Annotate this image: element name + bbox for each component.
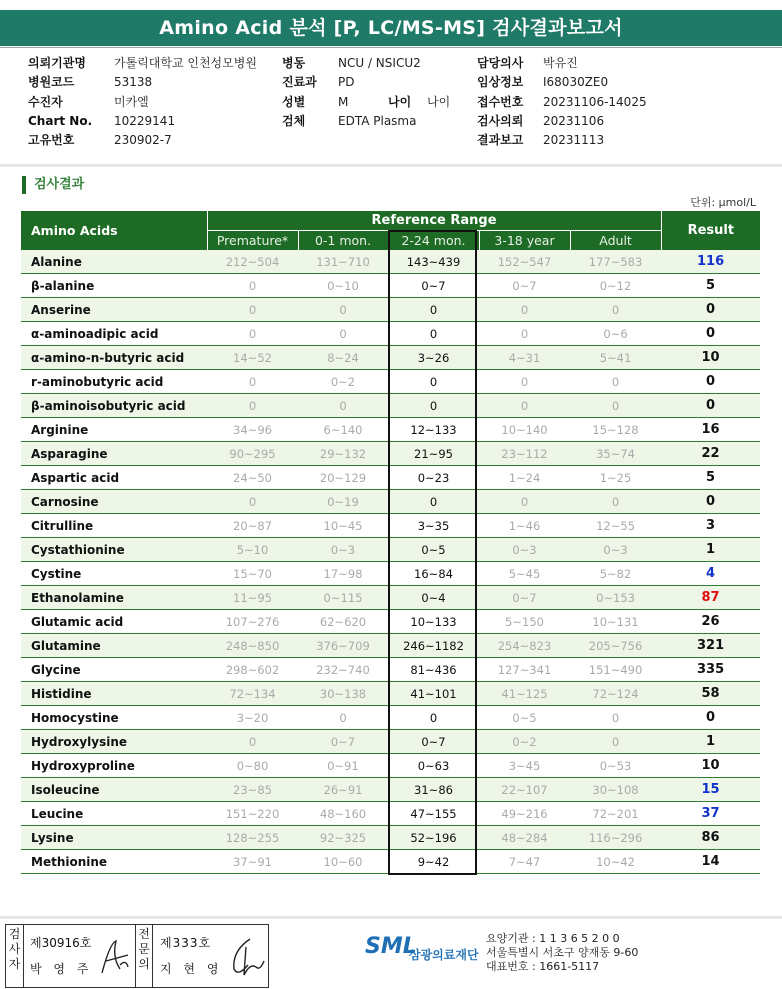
tester-name: 박 영 주 — [30, 962, 93, 976]
info-key: 진료과 — [282, 75, 317, 90]
info-column-1 — [28, 54, 278, 150]
specialist-label: 전문의 — [135, 925, 153, 987]
info-value: 20231106 — [543, 113, 605, 128]
info-value: 미카엘 — [114, 94, 149, 109]
reference-range-cell: 12~55 — [570, 514, 661, 538]
reference-range-cell: 5~150 — [479, 610, 570, 634]
reference-range-cell: 0 — [570, 370, 661, 394]
reference-range-cell: 35~74 — [570, 442, 661, 466]
info-value: I68030ZE0 — [543, 75, 609, 90]
reference-range-cell: 5~41 — [570, 346, 661, 370]
info-value: 나이 — [427, 94, 451, 109]
header-amino-acids: Amino Acids — [21, 211, 207, 250]
result-value: 0 — [661, 370, 760, 394]
result-value: 321 — [661, 634, 760, 658]
reference-range-cell: 0 — [207, 322, 298, 346]
reference-range-cell: 0~19 — [298, 490, 388, 514]
table-row — [21, 706, 760, 730]
result-value: 14 — [661, 850, 760, 874]
info-row — [477, 54, 717, 73]
info-key: 검사의뢰 — [477, 113, 524, 128]
reference-range-cell: 205~756 — [570, 634, 661, 658]
reference-range-cell: 0 — [207, 490, 298, 514]
reference-range-cell: 0 — [388, 370, 479, 394]
info-row — [282, 93, 472, 112]
table-row — [21, 586, 760, 610]
info-value: 박유진 — [543, 56, 578, 70]
reference-range-cell: 3~20 — [207, 706, 298, 730]
info-key: 의뢰기관명 — [28, 56, 86, 70]
amino-acid-name: α-aminoadipic acid — [21, 322, 207, 346]
reference-range-cell: 0 — [207, 370, 298, 394]
reference-range-cell: 0~80 — [207, 754, 298, 778]
reference-range-cell: 0 — [570, 394, 661, 418]
reference-range-cell: 10~133 — [388, 610, 479, 634]
table-row — [21, 442, 760, 466]
reference-range-cell: 0 — [207, 394, 298, 418]
table-row — [21, 394, 760, 418]
reference-range-cell: 5~45 — [479, 562, 570, 586]
reference-range-cell: 107~276 — [207, 610, 298, 634]
reference-range-cell: 0 — [388, 490, 479, 514]
footer — [0, 916, 782, 989]
reference-range-cell: 0 — [479, 322, 570, 346]
organization-name: 삼광의료재단 — [409, 948, 479, 962]
header-result: Result — [661, 211, 760, 250]
amino-acid-name: Methionine — [21, 850, 207, 874]
reference-range-cell: 14~52 — [207, 346, 298, 370]
reference-range-cell: 0 — [207, 730, 298, 754]
header-reference-range: Reference Range — [207, 211, 661, 231]
result-value: 0 — [661, 490, 760, 514]
amino-acid-name: Cystine — [21, 562, 207, 586]
reference-range-cell: 0 — [388, 394, 479, 418]
reference-range-cell: 0~3 — [570, 538, 661, 562]
reference-range-cell: 0 — [298, 706, 388, 730]
reference-range-cell: 24~50 — [207, 466, 298, 490]
amino-acid-name: Arginine — [21, 418, 207, 442]
reference-range-cell: 30~108 — [570, 778, 661, 802]
reference-range-cell: 22~107 — [479, 778, 570, 802]
reference-range-cell: 20~129 — [298, 466, 388, 490]
reference-range-cell: 21~95 — [388, 442, 479, 466]
result-value: 10 — [661, 754, 760, 778]
reference-range-cell: 31~86 — [388, 778, 479, 802]
result-value: 4 — [661, 562, 760, 586]
reference-range-cell: 23~112 — [479, 442, 570, 466]
reference-range-cell: 0~7 — [298, 730, 388, 754]
amino-acid-name: Lysine — [21, 826, 207, 850]
reference-range-cell: 26~91 — [298, 778, 388, 802]
reference-range-cell: 0~23 — [388, 466, 479, 490]
reference-range-cell: 246~1182 — [388, 634, 479, 658]
report-title: Amino Acid 분석 [P, LC/MS-MS] 검사결과보고서 — [0, 10, 782, 46]
reference-range-cell: 47~155 — [388, 802, 479, 826]
reference-range-cell: 16~84 — [388, 562, 479, 586]
result-value: 37 — [661, 802, 760, 826]
amino-acid-name: Histidine — [21, 682, 207, 706]
reference-range-cell: 0 — [298, 394, 388, 418]
amino-acid-table — [21, 211, 760, 874]
reference-range-cell: 0 — [207, 298, 298, 322]
table-row — [21, 274, 760, 298]
info-row — [282, 112, 472, 131]
reference-range-cell: 0~4 — [388, 586, 479, 610]
reference-range-cell: 6~140 — [298, 418, 388, 442]
info-key: 수진자 — [28, 94, 63, 109]
amino-acid-name: Glutamic acid — [21, 610, 207, 634]
table-row — [21, 538, 760, 562]
specialist-signature-icon — [228, 933, 266, 981]
info-key: 병원코드 — [28, 75, 75, 90]
specialist-name: 지 현 영 — [160, 962, 223, 976]
reference-range-cell: 248~850 — [207, 634, 298, 658]
info-value: M — [338, 94, 349, 109]
reference-range-cell: 11~95 — [207, 586, 298, 610]
result-value: 3 — [661, 514, 760, 538]
reference-range-cell: 0 — [570, 298, 661, 322]
reference-range-cell: 29~132 — [298, 442, 388, 466]
reference-range-cell: 0 — [570, 490, 661, 514]
reference-range-cell: 92~325 — [298, 826, 388, 850]
table-row — [21, 490, 760, 514]
reference-range-cell: 0 — [298, 298, 388, 322]
amino-acid-name: Cystathionine — [21, 538, 207, 562]
reference-range-cell: 0~7 — [388, 730, 479, 754]
reference-range-cell: 7~47 — [479, 850, 570, 874]
reference-range-cell: 177~583 — [570, 250, 661, 274]
result-value: 1 — [661, 730, 760, 754]
reference-range-cell: 0~3 — [479, 538, 570, 562]
reference-range-cell: 0~12 — [570, 274, 661, 298]
table-row — [21, 778, 760, 802]
table-row — [21, 466, 760, 490]
reference-range-cell: 15~70 — [207, 562, 298, 586]
info-value: PD — [338, 75, 355, 90]
reference-range-cell: 127~341 — [479, 658, 570, 682]
reference-range-cell: 131~710 — [298, 250, 388, 274]
reference-range-cell: 0~7 — [479, 274, 570, 298]
amino-acid-name: β-alanine — [21, 274, 207, 298]
info-key: 성별 — [282, 94, 306, 109]
reference-range-cell: 12~133 — [388, 418, 479, 442]
info-key: 나이 — [388, 94, 412, 109]
info-row — [477, 93, 717, 112]
reference-range-cell: 62~620 — [298, 610, 388, 634]
amino-acid-name: Carnosine — [21, 490, 207, 514]
header-2-24-mon: 2-24 mon. — [388, 231, 479, 251]
result-value: 15 — [661, 778, 760, 802]
reference-range-cell: 15~128 — [570, 418, 661, 442]
result-value: 10 — [661, 346, 760, 370]
address-line: 요양기관 : 1 1 3 6 5 2 0 0 — [486, 932, 620, 945]
info-value: 가톨릭대학교 인천성모병원 — [114, 56, 257, 70]
info-row — [477, 73, 717, 92]
table-body — [21, 250, 760, 874]
reference-range-cell: 48~284 — [479, 826, 570, 850]
reference-range-cell: 5~82 — [570, 562, 661, 586]
reference-range-cell: 41~125 — [479, 682, 570, 706]
table-row — [21, 850, 760, 874]
info-row — [28, 54, 278, 73]
reference-range-cell: 298~602 — [207, 658, 298, 682]
result-value: 5 — [661, 274, 760, 298]
reference-range-cell: 10~60 — [298, 850, 388, 874]
result-value: 0 — [661, 322, 760, 346]
reference-range-cell: 0~2 — [479, 730, 570, 754]
result-value: 87 — [661, 586, 760, 610]
reference-range-cell: 72~134 — [207, 682, 298, 706]
reference-range-cell: 41~101 — [388, 682, 479, 706]
amino-acid-name: Ethanolamine — [21, 586, 207, 610]
table-row — [21, 250, 760, 274]
info-key: 검체 — [282, 113, 306, 128]
reference-range-cell: 0~7 — [388, 274, 479, 298]
reference-range-cell: 0 — [479, 370, 570, 394]
reference-range-cell: 0 — [479, 490, 570, 514]
info-row — [282, 73, 472, 92]
title-divider — [0, 47, 782, 48]
reference-range-cell: 8~24 — [298, 346, 388, 370]
table-row — [21, 370, 760, 394]
amino-acid-name: Isoleucine — [21, 778, 207, 802]
reference-range-cell: 9~42 — [388, 850, 479, 874]
info-key: Chart No. — [28, 113, 93, 128]
amino-acid-name: Hydroxylysine — [21, 730, 207, 754]
reference-range-cell: 254~823 — [479, 634, 570, 658]
reference-range-cell: 0~2 — [298, 370, 388, 394]
amino-acid-name: r-aminobutyric acid — [21, 370, 207, 394]
info-value: 53138 — [114, 75, 153, 90]
reference-range-cell: 0~7 — [479, 586, 570, 610]
result-value: 0 — [661, 706, 760, 730]
table-row — [21, 754, 760, 778]
table-row — [21, 634, 760, 658]
result-value: 26 — [661, 610, 760, 634]
reference-range-cell: 81~436 — [388, 658, 479, 682]
reference-range-cell: 0~3 — [298, 538, 388, 562]
reference-range-cell: 0 — [388, 322, 479, 346]
amino-acid-name: Glutamine — [21, 634, 207, 658]
table-row — [21, 346, 760, 370]
amino-acid-name: Anserine — [21, 298, 207, 322]
result-value: 58 — [661, 682, 760, 706]
reference-range-cell: 376~709 — [298, 634, 388, 658]
reference-range-cell: 0 — [207, 274, 298, 298]
info-value: 10229141 — [114, 113, 176, 128]
amino-acid-name: β-aminoisobutyric acid — [21, 394, 207, 418]
result-value: 1 — [661, 538, 760, 562]
reference-range-cell: 0 — [388, 706, 479, 730]
info-value: 20231106-14025 — [543, 94, 647, 109]
info-value: 20231113 — [543, 133, 605, 148]
info-value: NCU / NSICU2 — [338, 56, 421, 70]
header-3-18-year: 3-18 year — [479, 231, 570, 251]
reference-range-cell: 1~24 — [479, 466, 570, 490]
reference-range-cell: 72~201 — [570, 802, 661, 826]
reference-range-cell: 143~439 — [388, 250, 479, 274]
reference-range-cell: 0 — [479, 394, 570, 418]
result-value: 335 — [661, 658, 760, 682]
tester-signature-icon — [98, 935, 132, 979]
info-key: 담당의사 — [477, 56, 524, 70]
info-row — [28, 112, 278, 131]
tester-label: 검사자 — [6, 925, 24, 987]
table-row — [21, 682, 760, 706]
reference-range-cell: 212~504 — [207, 250, 298, 274]
reference-range-cell: 116~296 — [570, 826, 661, 850]
reference-range-cell: 72~124 — [570, 682, 661, 706]
reference-range-cell: 3~35 — [388, 514, 479, 538]
reference-range-cell: 0~63 — [388, 754, 479, 778]
reference-range-cell: 5~10 — [207, 538, 298, 562]
header-adult: Adult — [570, 231, 661, 251]
amino-acid-name: Homocystine — [21, 706, 207, 730]
amino-acid-name: Alanine — [21, 250, 207, 274]
section-divider — [0, 164, 782, 167]
reference-range-cell: 0~6 — [570, 322, 661, 346]
table-row — [21, 322, 760, 346]
table-row — [21, 298, 760, 322]
table-row — [21, 418, 760, 442]
reference-range-cell: 52~196 — [388, 826, 479, 850]
signature-box — [5, 924, 269, 988]
address-line: 서울특별시 서초구 양재동 9-60 — [486, 946, 639, 959]
table-row — [21, 562, 760, 586]
reference-range-cell: 0 — [570, 706, 661, 730]
reference-range-cell: 23~85 — [207, 778, 298, 802]
logo-text: SML — [365, 934, 417, 959]
reference-range-cell: 151~490 — [570, 658, 661, 682]
unit-label: 단위: μmol/L — [690, 196, 756, 209]
header-0-1-mon: 0-1 mon. — [298, 231, 388, 251]
table-row — [21, 610, 760, 634]
info-value: EDTA Plasma — [338, 113, 417, 128]
amino-acid-name: Hydroxyproline — [21, 754, 207, 778]
reference-range-cell: 0~91 — [298, 754, 388, 778]
info-row — [477, 131, 717, 150]
reference-range-cell: 128~255 — [207, 826, 298, 850]
reference-range-cell: 0~153 — [570, 586, 661, 610]
reference-range-cell: 232~740 — [298, 658, 388, 682]
info-key: 고유번호 — [28, 133, 75, 148]
info-row — [28, 93, 278, 112]
table-row — [21, 658, 760, 682]
reference-range-cell: 0 — [298, 322, 388, 346]
info-row — [28, 131, 278, 150]
amino-acid-name: Leucine — [21, 802, 207, 826]
result-value: 0 — [661, 394, 760, 418]
reference-range-cell: 0~53 — [570, 754, 661, 778]
amino-acid-name: Asparagine — [21, 442, 207, 466]
tester-license: 제30916호 — [30, 936, 92, 950]
info-row — [282, 54, 472, 73]
reference-range-cell: 10~131 — [570, 610, 661, 634]
specialist-license: 제333호 — [160, 936, 212, 950]
result-value: 5 — [661, 466, 760, 490]
reference-range-cell: 3~45 — [479, 754, 570, 778]
reference-range-cell: 152~547 — [479, 250, 570, 274]
result-value: 22 — [661, 442, 760, 466]
header-premature: Premature* — [207, 231, 298, 251]
info-value: 230902-7 — [114, 133, 172, 148]
reference-range-cell: 30~138 — [298, 682, 388, 706]
amino-acid-name: Aspartic acid — [21, 466, 207, 490]
reference-range-cell: 151~220 — [207, 802, 298, 826]
reference-range-cell: 34~96 — [207, 418, 298, 442]
reference-range-cell: 3~26 — [388, 346, 479, 370]
reference-range-cell: 0~115 — [298, 586, 388, 610]
result-value: 86 — [661, 826, 760, 850]
reference-range-cell: 1~46 — [479, 514, 570, 538]
reference-range-cell: 37~91 — [207, 850, 298, 874]
info-key: 병동 — [282, 56, 306, 70]
reference-range-cell: 20~87 — [207, 514, 298, 538]
table-row — [21, 730, 760, 754]
reference-range-cell: 4~31 — [479, 346, 570, 370]
reference-range-cell: 49~216 — [479, 802, 570, 826]
reference-range-cell: 48~160 — [298, 802, 388, 826]
result-value: 16 — [661, 418, 760, 442]
reference-range-cell: 1~25 — [570, 466, 661, 490]
amino-acid-name: α-amino-n-butyric acid — [21, 346, 207, 370]
info-row — [28, 73, 278, 92]
info-row — [477, 112, 717, 131]
table-row — [21, 802, 760, 826]
info-column-3 — [477, 54, 717, 150]
institution-address — [486, 932, 638, 974]
footer-divider — [0, 916, 782, 919]
reference-range-cell: 0~10 — [298, 274, 388, 298]
section-title: 검사결과 — [22, 176, 84, 194]
table-row — [21, 514, 760, 538]
reference-range-cell: 17~98 — [298, 562, 388, 586]
address-line: 대표번호 : 1661-5117 — [486, 960, 600, 973]
amino-acid-name: Glycine — [21, 658, 207, 682]
reference-range-cell: 10~42 — [570, 850, 661, 874]
result-value: 116 — [661, 250, 760, 274]
info-key: 결과보고 — [477, 133, 524, 148]
table-row — [21, 826, 760, 850]
reference-range-cell: 0~5 — [479, 706, 570, 730]
info-column-2 — [282, 54, 472, 131]
reference-range-cell: 0 — [388, 298, 479, 322]
reference-range-cell: 0 — [570, 730, 661, 754]
info-key: 임상정보 — [477, 75, 524, 90]
result-value: 0 — [661, 298, 760, 322]
reference-range-cell: 10~140 — [479, 418, 570, 442]
info-key: 접수번호 — [477, 94, 524, 109]
reference-range-cell: 10~45 — [298, 514, 388, 538]
reference-range-cell: 90~295 — [207, 442, 298, 466]
amino-acid-name: Citrulline — [21, 514, 207, 538]
reference-range-cell: 0 — [479, 298, 570, 322]
reference-range-cell: 0~5 — [388, 538, 479, 562]
